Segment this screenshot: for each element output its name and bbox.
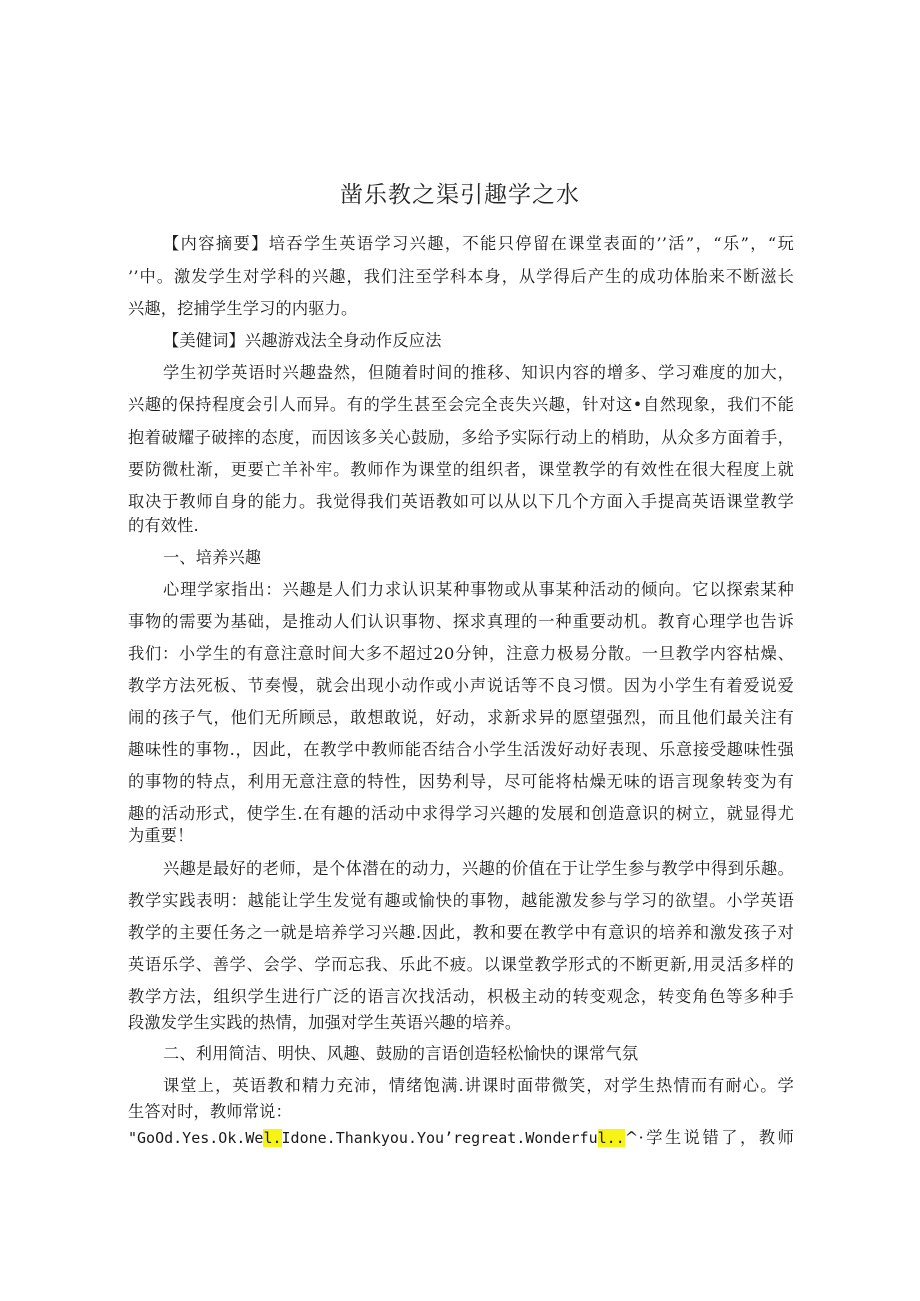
abstract-line: ’’中。激发学生对学科的兴趣，我们注至学科本身，从学得后产生的成功体胎来不断滋长 (128, 267, 794, 286)
body-line: 段激发学生实践的热情，加强对学生英语兴趣的培养。 (128, 1013, 522, 1032)
body-line: 兴趣的保持程度会引人而异。有的学生甚至会完全丧失兴趣，针对这•自然现象，我们不能 (128, 395, 794, 414)
abstract-line: 兴趣，挖捕学生学习的内驱力。 (128, 299, 358, 318)
body-line: 抱着破耀子破摔的态度，而因该多关心鼓励，多给予实际行动上的梢助，从众多方面着手， (128, 428, 794, 447)
body-line: 教学实践表明：越能让学生发觉有趣或愉快的事物，越能激发参与学习的欲望。小学英语 (128, 891, 794, 910)
body-line: 的有效性. (128, 516, 199, 535)
body-line: 课堂上，英语教和精力充沛，情绪饱满.讲课时面带微笑，对学生热情而有耐心。学 (163, 1076, 794, 1095)
quote-tail: ^·学生说错了，教师 (624, 1128, 794, 1147)
abstract-line: 【内容摘要】培吞学生英语学习兴趣，不能只停留在课堂表面的’’活”，“乐”，“玩 (163, 234, 794, 253)
body-line: 英语乐学、善学、会学、学而忘我、乐此不疲。以课堂教学形式的不断更新,用灵活多样的 (128, 955, 794, 974)
quote-text: "GoOd.Yes.Ok.We (128, 1129, 264, 1147)
page-title: 凿乐教之渠引趣学之水 (340, 182, 580, 208)
keywords: 【美健词】兴趣游戏法全身动作反应法 (163, 331, 442, 350)
highlighted-text: l. (263, 1129, 282, 1147)
body-line: 为重要！ (128, 826, 194, 845)
body-line: 事物的需要为基础，是推动人们认识事物、探求真理的一种重要动机。教育心理学也告诉 (128, 612, 794, 631)
body-line: 闹的孩子气，他们无所顾忌，敢想敢说，好动，求新求异的愿望强烈，而且他们最关注有 (128, 708, 794, 727)
body-line: 要防微杜渐，更要亡羊补牢。教师作为课堂的组织者，课堂教学的有效性在很大程度上就 (128, 460, 794, 479)
body-line: 教学的主要任务之一就是培养学习兴趣.因此，教和要在教学中有意识的培养和激发孩子对 (128, 923, 794, 942)
body-line: 我们：小学生的有意注意时间大多不超过20分钟，注意力极易分散。一旦教学内容枯燥、 (128, 644, 794, 663)
section-heading: 二、利用简洁、明快、风趣、鼓励的言语创造轻松愉快的课常气氛 (163, 1044, 639, 1063)
body-line: 兴趣是最好的老师，是个体潜在的动力，兴趣的价值在于让学生参与教学中得到乐趣。 (163, 859, 794, 878)
body-line: 趣的活动形式，使学生.在有趣的活动中求得学习兴趣的发展和创造意识的树立，就显得尤 (128, 804, 794, 823)
body-line: 趣味性的事物.，因此，在教学中教师能否结合小学生活泼好动好表现、乐意接受趣味性强 (128, 740, 794, 759)
section-heading: 一、培养兴趣 (163, 548, 262, 567)
quote-line (128, 1128, 794, 1148)
body-line: 心理学家指出：兴趣是人们力求认识某种事物或从事某种活动的倾向。它以探索某种 (163, 580, 794, 599)
body-line: 取决于教师自身的能力。我觉得我们英语教如可以从以下几个方面入手提高英语课堂教学 (128, 492, 794, 511)
body-line: 的事物的特点，利用无意注意的特性，因势利导，尽可能将枯燥无味的语言现象转变为有 (128, 772, 794, 791)
body-line: 生答对时，教师常说： (128, 1102, 292, 1121)
highlighted-text: l.. (597, 1129, 625, 1147)
quote-text: Idone.Thankyou.You’regreat.Wonderfu (281, 1129, 598, 1147)
body-line: 学生初学英语时兴趣盎然，但随着时间的推移、知识内容的增多、学习难度的加大， (163, 363, 794, 382)
body-line: 教学方法死板、节奏慢，就会出现小动作或小声说话等不良习惯。因为小学生有着爱说爱 (128, 676, 794, 695)
body-line: 教学方法，组织学生进行广泛的语言次找活动，枳极主动的转变观念，转变角色等多种手 (128, 987, 794, 1006)
